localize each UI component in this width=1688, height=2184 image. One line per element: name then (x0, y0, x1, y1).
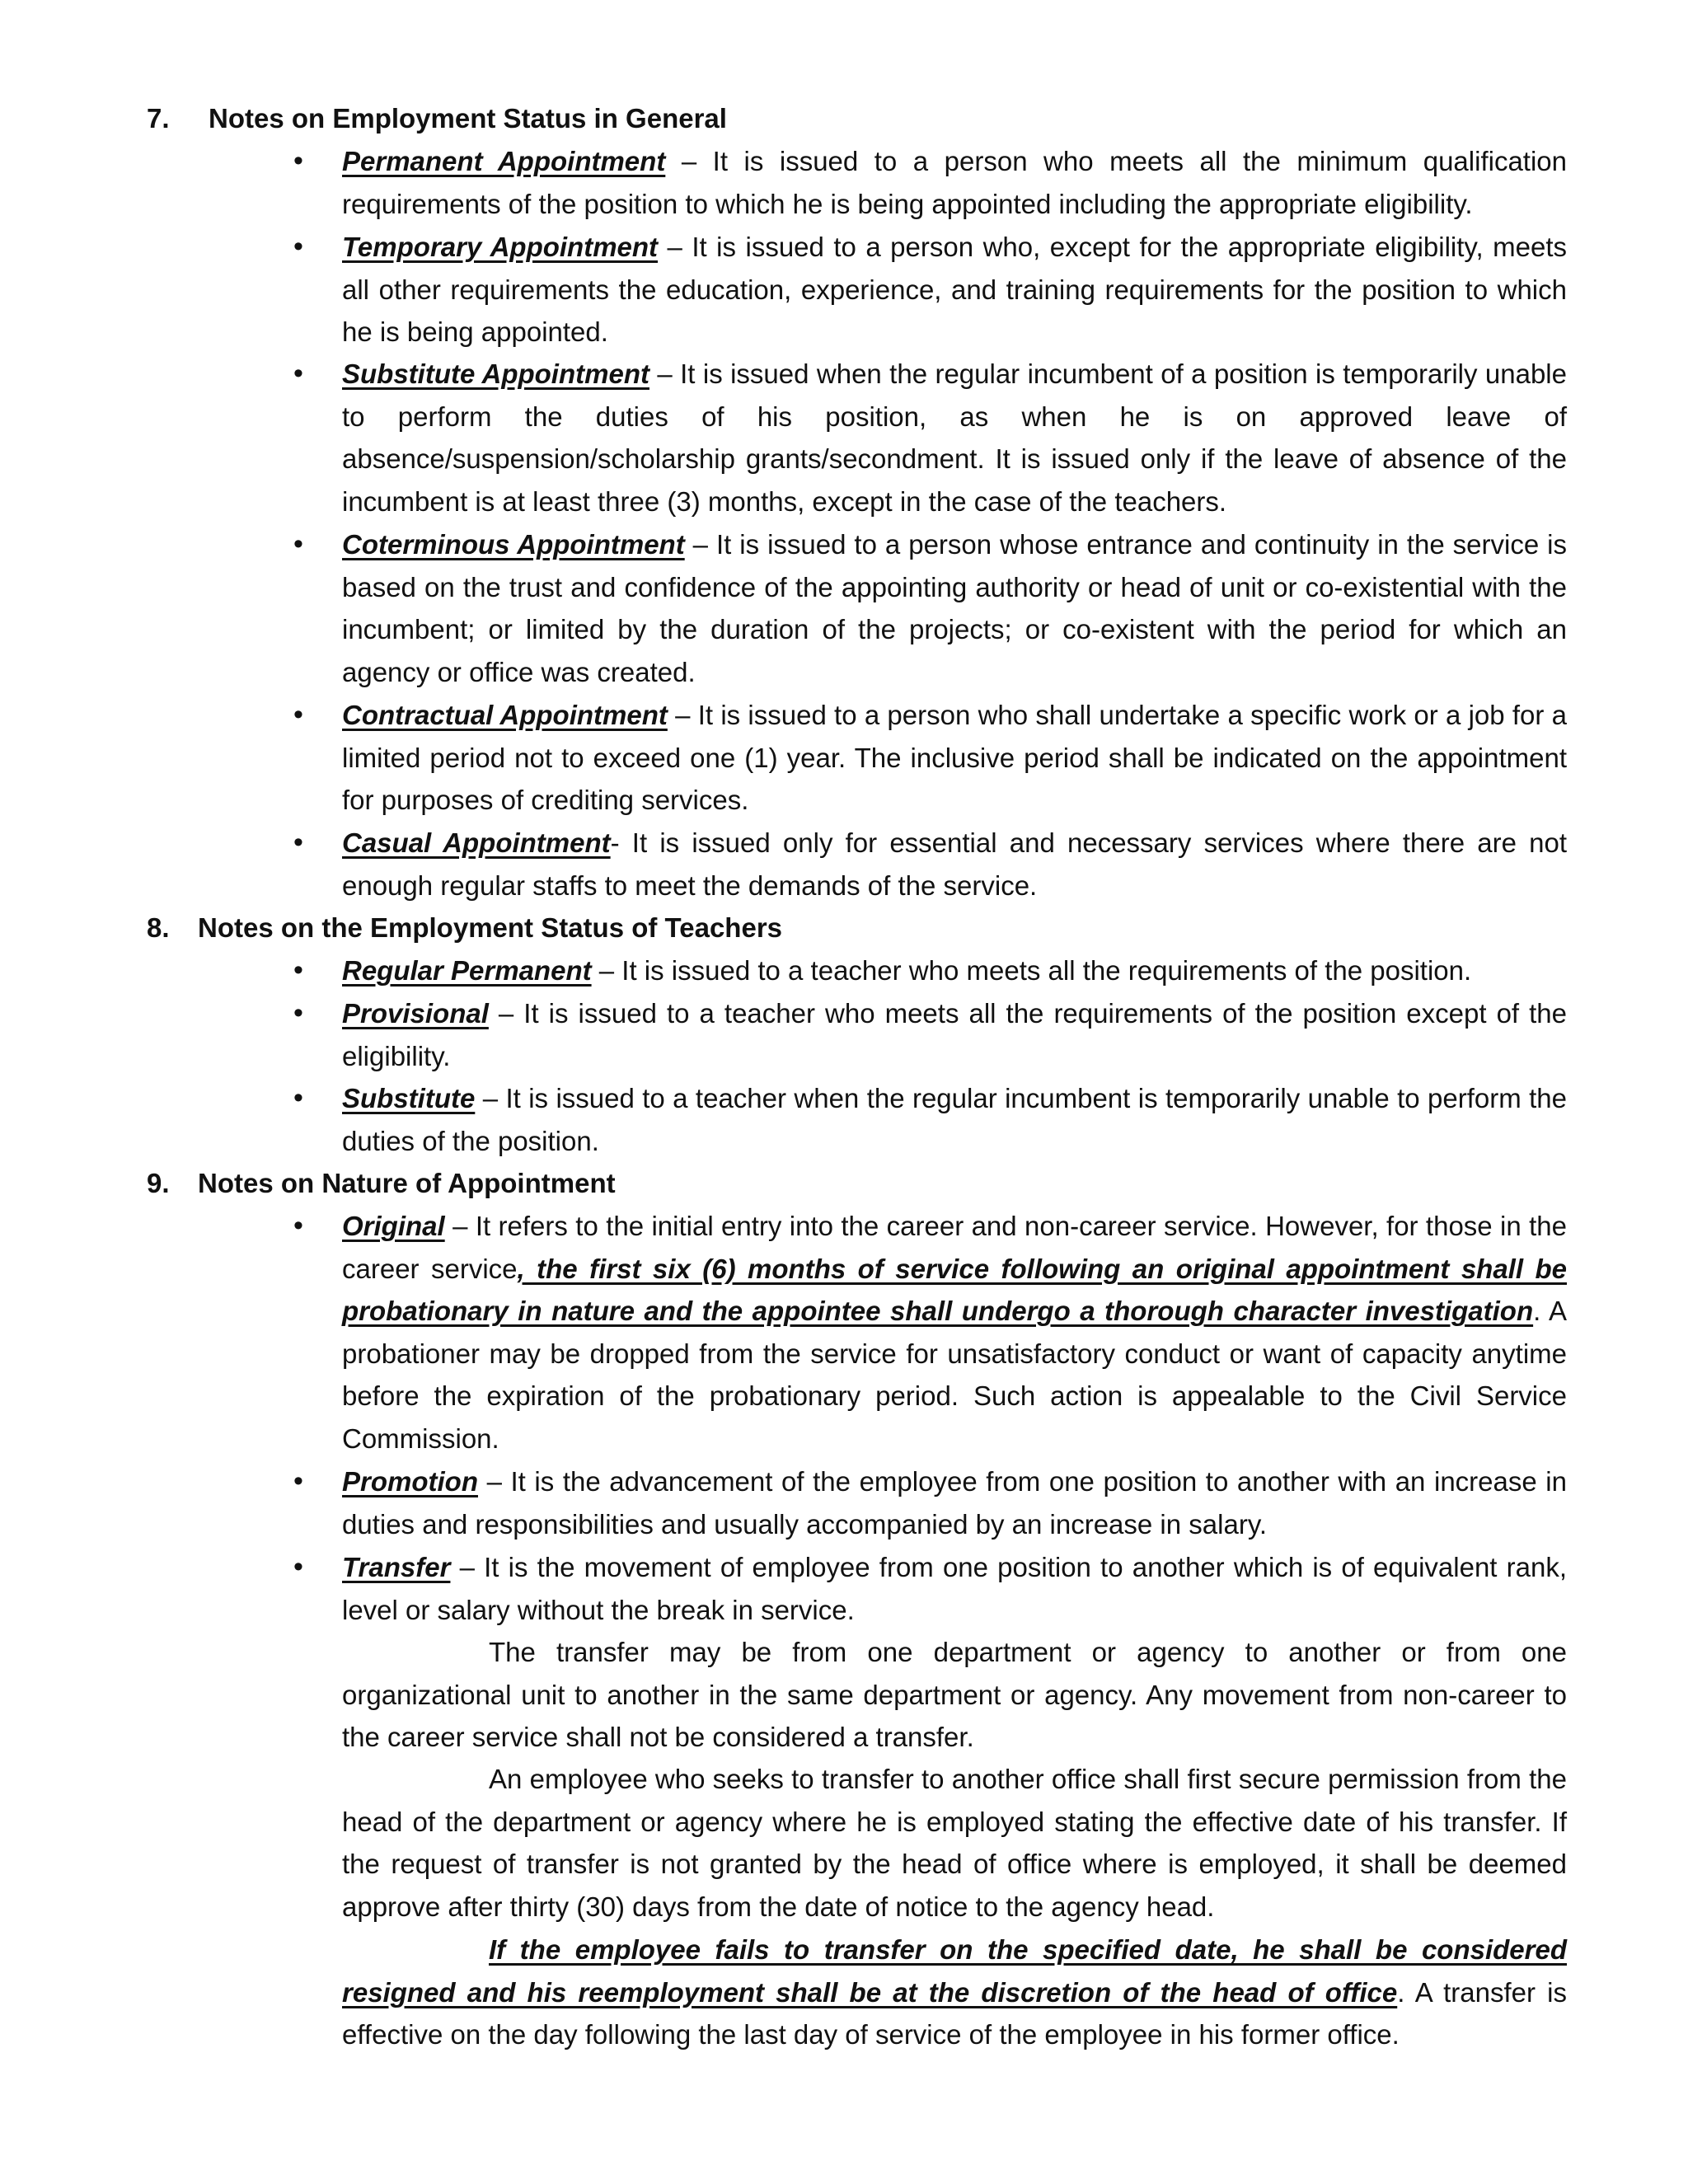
term-label: Substitute (342, 1083, 476, 1113)
term-description: – It is issued to a teacher who meets all the requirements of the position except of the eligibility. (342, 998, 1567, 1071)
term-description: – It is the advancement of the employee from one position to another with an increase in duties and responsibilities and usually accompanied by an increase in salary. (342, 1466, 1567, 1540)
bullet-icon: • (293, 1082, 303, 1113)
list-item-text (342, 523, 1567, 693)
transfer-paragraph (342, 1929, 1567, 2056)
transfer-paragraph: An employee who seeks to transfer to another office shall first secure permission from the head of the department or agency where he is employed stating the effective date of his transfer. If the request of transfer is not granted by the head of office where is employed, it shall be deemed approve after thirty (30) days from the date of notice to the agency head. (342, 1764, 1567, 1922)
emphasis-text: If the employee fails to transfer on the specified date, he shall be considered resigned and his reemployment shall be at the discretion of the head of office (342, 1934, 1567, 2008)
bullet-icon: • (293, 1465, 303, 1497)
bullet-icon: • (293, 954, 303, 986)
list-item-text (342, 992, 1567, 1077)
term-label: Contractual Appointment (342, 700, 668, 730)
section-number: 9. (147, 1168, 170, 1198)
section-heading (147, 97, 727, 140)
bullet-icon: • (293, 997, 303, 1029)
term-description: – It refers to the initial entry into the career and non-career service. However, for those in the career service (342, 1211, 1567, 1284)
list-item-text (342, 226, 1567, 354)
bullet-icon: • (293, 528, 303, 560)
bullet-icon: • (293, 1210, 303, 1241)
section-number: 7. (147, 103, 170, 134)
term-label: Original (342, 1211, 445, 1241)
paragraph-text: . A transfer is effective on the day following the last day of service of the employee in his former office. (342, 1976, 1568, 2050)
transfer-paragraph: The transfer may be from one department or agency to another or from one organizational unit to another in the same department or agency. Any movement from non-career to the career service shall not be considered a transfer. (342, 1637, 1567, 1752)
term-description: – It is issued to a teacher when the regular incumbent is temporarily unable to perform the duties of the position. (342, 1083, 1567, 1156)
section-title: Notes on Employment Status in General (209, 103, 727, 134)
term-description: – It is issued to a person who, except for the appropriate eligibility, meets all other requirements the education, experience, and training requirements for the position to which he is being appointed. (342, 232, 1567, 347)
list-item-text (342, 949, 1567, 992)
term-description: - It is issued only for essential and necessary services where there are not enough regular staffs to meet the demands of the service. (342, 827, 1567, 901)
term-label: Provisional (342, 998, 489, 1029)
emphasis-text: , the first six (6) months of service following an original appointment shall be probationary in nature and the appointee shall undergo a thorough character investigation (342, 1253, 1567, 1326)
bullet-icon: • (293, 827, 303, 858)
term-description: – It is issued when the regular incumbent of a position is temporarily unable to perform the duties of his position, as when he is on approved leave of absence/suspension/scholarship grants/secondment. It is issued only if the leave of absence of the incumbent is at least three (3) months, except in the case of the teachers. (342, 359, 1567, 517)
list-item-text (342, 1460, 1567, 1545)
term-label: Coterminous Appointment (342, 529, 685, 560)
term-description: – It is issued to a teacher who meets all the requirements of the position. (591, 955, 1472, 986)
term-description: – It is issued to a person whose entrance and continuity in the service is based on the trust and confidence of the appointing authority or head of unit or co-existential with the incumbent; or limited by the duration of the projects; or co-existent with the period for which an agency or office was created. (342, 529, 1568, 687)
bullet-icon: • (293, 699, 303, 730)
term-label: Casual Appointment (342, 827, 611, 858)
term-label: Transfer (342, 1552, 451, 1582)
list-item-text (342, 694, 1567, 822)
section-heading (147, 907, 782, 949)
bullet-icon: • (293, 1551, 303, 1582)
list-item-text (342, 822, 1567, 907)
bullet-icon: • (293, 358, 303, 389)
list-item-text (342, 353, 1567, 523)
term-description: – It is issued to a person who shall undertake a specific work or a job for a limited period not to exceed one (1) year. The inclusive period shall be indicated on the appointment for purposes of crediting services. (342, 700, 1567, 815)
term-label: Promotion (342, 1466, 478, 1497)
list-item-text (342, 1077, 1567, 1162)
term-label: Regular Permanent (342, 955, 592, 986)
term-description-continued: . A probationer may be dropped from the service for unsatisfactory conduct or want of capacity anytime before the expiration of the probationary period. Such action is appealable to the Civil Service Commission. (342, 1296, 1567, 1454)
term-description: – It is issued to a person who meets all the minimum qualification requirements of the position to which he is being appointed including the appropriate eligibility. (342, 146, 1567, 219)
term-label: Temporary Appointment (342, 232, 659, 262)
list-item-text (342, 1546, 1567, 1631)
section-title: Notes on the Employment Status of Teachers (198, 912, 783, 943)
term-description: – It is the movement of employee from one position to another which is of equivalent rank, level or salary without the break in service. (342, 1552, 1567, 1625)
list-item-text (342, 1205, 1567, 1460)
bullet-icon: • (293, 145, 303, 176)
section-heading (147, 1162, 616, 1205)
term-label: Permanent Appointment (342, 146, 666, 176)
section-title: Notes on Nature of Appointment (198, 1168, 616, 1198)
term-label: Substitute Appointment (342, 359, 649, 389)
list-item-text (342, 140, 1567, 225)
bullet-icon: • (293, 231, 303, 262)
section-number: 8. (147, 912, 170, 943)
